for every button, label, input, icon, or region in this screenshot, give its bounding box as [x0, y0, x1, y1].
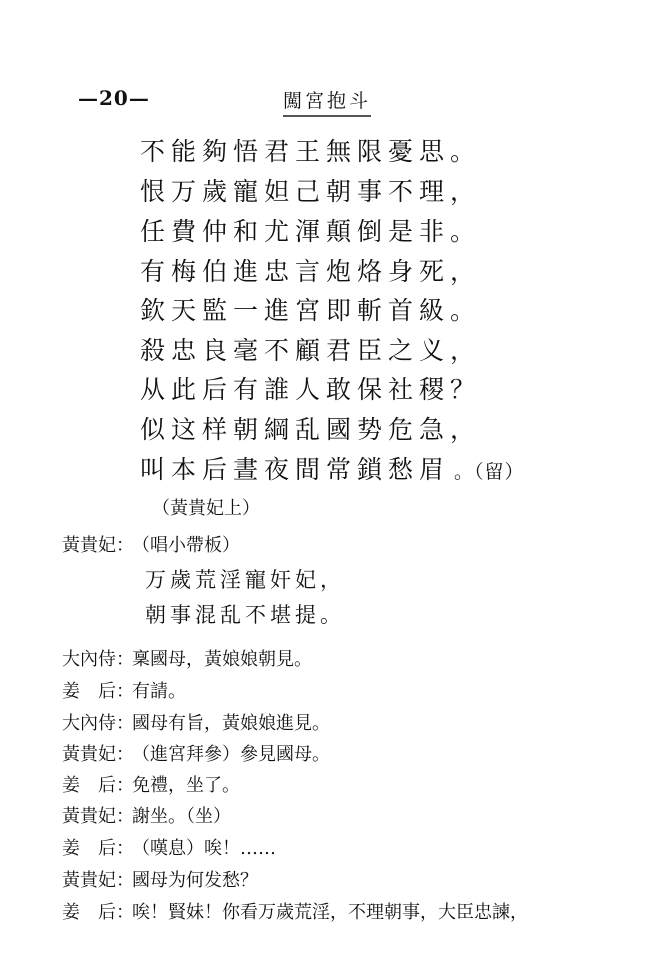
dialogue-line — [62, 709, 656, 735]
verse-line: 恨万歲寵妲己朝事不理， — [140, 177, 482, 206]
speaker-name: 大內侍： — [62, 713, 134, 734]
verse-line: 不能夠悟君王無限憂思。 — [140, 137, 482, 166]
speech-text: 國母有旨，黃娘娘進見。 — [132, 713, 330, 734]
dialogue-line — [62, 645, 656, 671]
speaker-name: 大內侍： — [62, 649, 134, 670]
verse-line: 有梅伯進忠言炮烙身死， — [140, 257, 482, 286]
verse-line: 殺忠良毫不顧君臣之义， — [140, 336, 482, 365]
dialogue-line — [62, 531, 656, 557]
dialogue-line — [62, 898, 656, 924]
speaker-name: 姜 后： — [62, 902, 134, 923]
speech-text: （嘆息）唉！…… — [132, 838, 276, 859]
verse-line: 任費仲和尤渾顛倒是非。 — [140, 217, 482, 246]
verse-line: 欽天監一進宮即斬首級。 — [140, 296, 482, 325]
running-title: 闖宮抱斗 — [283, 86, 371, 117]
speech-text: 免禮，坐了。 — [132, 775, 240, 796]
dialogue-line — [62, 771, 656, 797]
speech-text: 有請。 — [132, 681, 186, 702]
dialogue-line — [62, 866, 656, 892]
sung-verse-line: 朝事混乱不堪提。 — [145, 603, 345, 627]
speaker-name: 姜 后： — [62, 838, 134, 859]
speaker-name: 黃貴妃： — [62, 870, 134, 891]
speaker-name: 黃貴妃： — [62, 744, 134, 765]
speech-text: （唱小帶板） — [132, 535, 240, 556]
speaker-name: 黃貴妃： — [62, 806, 134, 827]
stage-direction: （黃貴妃上） — [152, 498, 260, 519]
speech-text: 國母为何发愁？ — [132, 870, 258, 891]
exit-note: 。（留） — [454, 461, 525, 483]
dialogue-line — [62, 834, 656, 860]
verse-line-final — [140, 450, 525, 486]
verse-line: 从此后有誰人敢保社稷？ — [140, 375, 482, 404]
speech-text: （進宮拜參）參見國母。 — [132, 744, 330, 765]
dialogue-line — [62, 740, 656, 766]
dialogue-line — [62, 802, 656, 828]
dialogue-line — [62, 677, 656, 703]
sung-verse-line: 万歲荒淫寵奸妃， — [145, 568, 345, 592]
verse-text: 叫本后晝夜間常鎖愁眉 — [140, 455, 451, 484]
speaker-name: 姜 后： — [62, 775, 134, 796]
speech-text: 謝坐。（坐） — [132, 806, 231, 827]
speech-text: 稟國母，黃娘娘朝見。 — [132, 649, 312, 670]
speaker-name: 姜 后： — [62, 681, 134, 702]
speech-text: 唉！賢妹！你看万歲荒淫，不理朝事，大臣忠諫， — [132, 902, 528, 923]
page-number: —20— — [78, 86, 150, 110]
speaker-name: 黃貴妃： — [62, 535, 134, 556]
verse-line: 似这样朝綱乱國势危急， — [140, 415, 482, 444]
